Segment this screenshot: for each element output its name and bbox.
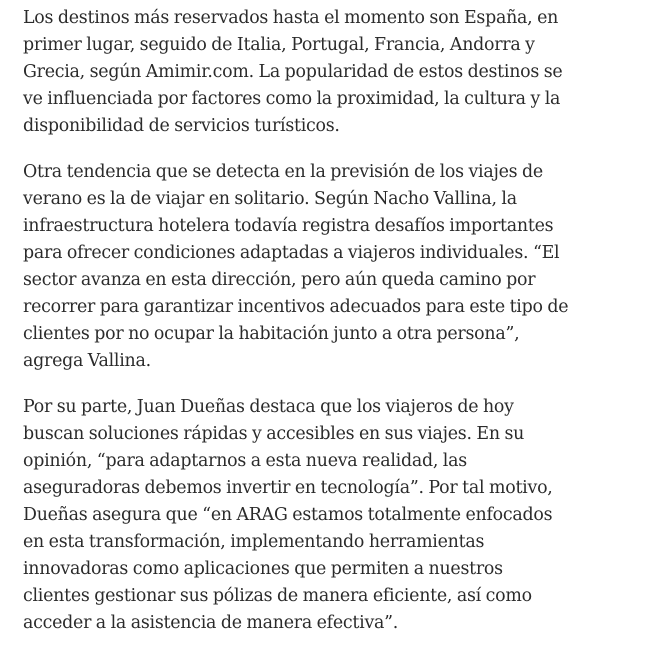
text-line: para ofrecer condiciones adaptadas a viajeros individuales. “El	[23, 243, 560, 263]
text-line: sector avanza en esta dirección, pero aún queda camino por	[23, 270, 536, 290]
text-line: acceder a la asistencia de manera efectiva”.	[23, 613, 399, 633]
text-line: verano es la de viajar en solitario. Según Nacho Vallina, la	[23, 189, 517, 209]
text-line: buscan soluciones rápidas y accesibles en sus viajes. En su	[23, 424, 525, 444]
text-line: primer lugar, seguido de Italia, Portugal, Francia, Andorra y	[23, 35, 535, 55]
text-line: Grecia, según Amimir.com. La popularidad de estos destinos se	[23, 62, 563, 82]
paragraph-solo-travel	[23, 159, 583, 375]
paragraph-technology	[23, 394, 583, 637]
text-line: Los destinos más reservados hasta el momento son España, en	[23, 8, 559, 28]
text-line: clientes por no ocupar la habitación junto a otra persona”,	[23, 324, 520, 344]
text-line: clientes gestionar sus pólizas de manera eficiente, así como	[23, 586, 532, 606]
text-line: infraestructura hotelera todavía registra desafíos importantes	[23, 216, 554, 236]
text-line: Dueñas asegura que “en ARAG estamos totalmente enfocados	[23, 505, 553, 525]
text-line: opinión, “para adaptarnos a esta nueva realidad, las	[23, 451, 467, 471]
text-line: aseguradoras debemos invertir en tecnología”. Por tal motivo,	[23, 478, 553, 498]
text-line: Otra tendencia que se detecta en la previsión de los viajes de	[23, 162, 543, 182]
text-line: innovadoras como aplicaciones que permiten a nuestros	[23, 559, 503, 579]
text-line: ve influenciada por factores como la proximidad, la cultura y la	[23, 89, 561, 109]
text-line: disponibilidad de servicios turísticos.	[23, 116, 340, 136]
text-line: Por su parte, Juan Dueñas destaca que los viajeros de hoy	[23, 397, 514, 417]
paragraph-destinations	[23, 5, 583, 140]
text-line: en esta transformación, implementando herramientas	[23, 532, 485, 552]
text-line: agrega Vallina.	[23, 351, 151, 371]
text-line: recorrer para garantizar incentivos adecuados para este tipo de	[23, 297, 569, 317]
